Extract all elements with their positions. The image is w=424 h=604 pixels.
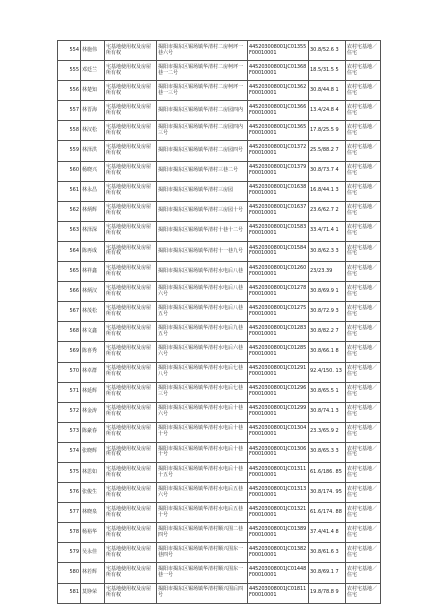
table-row	[58, 322, 381, 342]
land-use: 农村宅基地／住宅	[346, 503, 381, 523]
owner-name: 林祥鑫	[81, 262, 105, 282]
record-number: 556	[58, 81, 81, 101]
right-type: 宅基地使用权及房屋所有权	[105, 101, 157, 121]
area-value: 30.8/174. 95	[309, 483, 346, 503]
area-value: 30.8/74.1 3	[309, 402, 346, 422]
property-location: 揭阳市揭东区锡场镇华清村水电后十巷六号	[157, 402, 248, 422]
table-row	[58, 422, 381, 442]
area-value: 16.8/44.1 3	[309, 181, 346, 201]
register-table	[57, 40, 381, 604]
record-number: 569	[58, 342, 81, 362]
owner-name: 陈再成	[81, 241, 105, 261]
unit-code: 445203008001JC01291F00010001	[248, 362, 309, 382]
land-use: 农村宅基地／住宅	[346, 101, 381, 121]
area-value: 30.8/65.3 3	[309, 442, 346, 462]
area-value: 30.8/52.6 3	[309, 41, 346, 61]
land-use: 农村宅基地／住宅	[346, 161, 381, 181]
right-type: 宅基地使用权及房屋所有权	[105, 282, 157, 302]
right-type: 宅基地使用权及房屋所有权	[105, 181, 157, 201]
property-location: 揭阳市揭东区锡场镇华清村水电后七巷八号	[157, 362, 248, 382]
unit-code: 445203008001JC01355F00010001	[248, 41, 309, 61]
table-row	[58, 101, 381, 121]
right-type: 宅基地使用权及房屋所有权	[105, 523, 157, 543]
area-value: 92.4/150. 13	[309, 362, 346, 382]
land-use: 农村宅基地／住宅	[346, 462, 381, 482]
property-location: 揭阳市揭东区锡场镇华清村三房园十号	[157, 201, 248, 221]
owner-name: 林延辉	[81, 382, 105, 402]
record-number: 567	[58, 302, 81, 322]
owner-name: 林茂松	[81, 302, 105, 322]
owner-name: 林楚知	[81, 81, 105, 101]
table-row	[58, 161, 381, 181]
record-number: 568	[58, 322, 81, 342]
record-number: 559	[58, 141, 81, 161]
right-type: 宅基地使用权及房屋所有权	[105, 402, 157, 422]
area-value: 33.4/71.4 1	[309, 221, 346, 241]
right-type: 宅基地使用权及房屋所有权	[105, 41, 157, 61]
owner-name: 杨裕华	[81, 523, 105, 543]
table-row	[58, 121, 381, 141]
unit-code: 445203008001JC01584F00010001	[248, 241, 309, 261]
owner-name: 陈豪春	[81, 422, 105, 442]
table-row	[58, 302, 381, 322]
property-location: 揭阳市揭东区锡场镇华清村二房柯坪一巷一二号	[157, 61, 248, 81]
table-row	[58, 382, 381, 402]
land-use: 农村宅基地／住宅	[346, 61, 381, 81]
right-type: 宅基地使用权及房屋所有权	[105, 201, 157, 221]
record-number: 572	[58, 402, 81, 422]
right-type: 宅基地使用权及房屋所有权	[105, 241, 157, 261]
right-type: 宅基地使用权及房屋所有权	[105, 61, 157, 81]
record-number: 581	[58, 583, 81, 603]
unit-code: 445203008001JC01448F00010001	[248, 563, 309, 583]
land-use: 农村宅基地／住宅	[346, 483, 381, 503]
unit-code: 445203008001JC01368F00010001	[248, 61, 309, 81]
table-row	[58, 402, 381, 422]
right-type: 宅基地使用权及房屋所有权	[105, 362, 157, 382]
unit-code: 445203008001JC01389F00010001	[248, 523, 309, 543]
unit-code: 445203008001JC01379F00010001	[248, 161, 309, 181]
property-location: 揭阳市揭东区锡场镇华清村水电后八巷六号	[157, 282, 248, 302]
unit-code: 445203008001JC01638F00010001	[248, 181, 309, 201]
table-row	[58, 41, 381, 61]
record-number: 575	[58, 462, 81, 482]
right-type: 宅基地使用权及房屋所有权	[105, 161, 157, 181]
area-value: 30.8/62.3 3	[309, 241, 346, 261]
land-use: 农村宅基地／住宅	[346, 322, 381, 342]
record-number: 576	[58, 483, 81, 503]
area-value: 19.8/78.8 9	[309, 583, 346, 603]
area-value: 30.8/69.9 1	[309, 282, 346, 302]
property-location: 揭阳市揭东区锡场镇华清村水电后五巷六号	[157, 483, 248, 503]
owner-name: 林永昌	[81, 181, 105, 201]
record-number: 578	[58, 523, 81, 543]
owner-name: 林卓群	[81, 362, 105, 382]
right-type: 宅基地使用权及房屋所有权	[105, 483, 157, 503]
right-type: 宅基地使用权及房屋所有权	[105, 342, 157, 362]
property-location: 揭阳市揭东区锡场镇华清村顺兴围后四号	[157, 583, 248, 603]
record-number: 571	[58, 382, 81, 402]
right-type: 宅基地使用权及房屋所有权	[105, 121, 157, 141]
unit-code: 445203008001JC01372F00010001	[248, 141, 309, 161]
table-row	[58, 181, 381, 201]
right-type: 宅基地使用权及房屋所有权	[105, 322, 157, 342]
right-type: 宅基地使用权及房屋所有权	[105, 462, 157, 482]
area-value: 30.8/65.5 1	[309, 382, 346, 402]
owner-name: 林炳辉	[81, 201, 105, 221]
table-row	[58, 583, 381, 603]
area-value: 30.8/72.9 3	[309, 302, 346, 322]
property-location: 揭阳市揭东区锡场镇华清村二房园四内三号	[157, 121, 248, 141]
land-use: 农村宅基地／住宅	[346, 362, 381, 382]
right-type: 宅基地使用权及房屋所有权	[105, 563, 157, 583]
owner-name: 林思如	[81, 462, 105, 482]
record-number: 558	[58, 121, 81, 141]
owner-name: 莫铮荣	[81, 583, 105, 603]
property-location: 揭阳市揭东区锡场镇华清村水电后五巷十号	[157, 503, 248, 523]
unit-code: 445203008001JC01296F00010001	[248, 382, 309, 402]
land-use: 农村宅基地／住宅	[346, 543, 381, 563]
record-number: 574	[58, 442, 81, 462]
right-type: 宅基地使用权及房屋所有权	[105, 141, 157, 161]
area-value: 30.8/61.6 3	[309, 543, 346, 563]
unit-code: 445203008001JC01362F00010001	[248, 81, 309, 101]
unit-code: 445203008001JC01278F00010001	[248, 282, 309, 302]
property-location: 揭阳市揭东区锡场镇华清村水电后八巷	[157, 262, 248, 282]
land-use: 农村宅基地／住宅	[346, 523, 381, 543]
owner-name: 林晋海	[81, 101, 105, 121]
right-type: 宅基地使用权及房屋所有权	[105, 442, 157, 462]
land-use: 农村宅基地／住宅	[346, 583, 381, 603]
property-location: 揭阳市揭东区锡场镇华清村水电后八巷五号	[157, 302, 248, 322]
table-row	[58, 262, 381, 282]
land-use: 农村宅基地／住宅	[346, 181, 381, 201]
land-use: 农村宅基地／住宅	[346, 41, 381, 61]
land-use: 农村宅基地／住宅	[346, 302, 381, 322]
property-location: 揭阳市揭东区锡场镇华清村水电后七巷三号	[157, 382, 248, 402]
land-use: 农村宅基地／住宅	[346, 442, 381, 462]
area-value: 30.8/66.1 8	[309, 342, 346, 362]
land-use: 农村宅基地／住宅	[346, 422, 381, 442]
table-row	[58, 563, 381, 583]
record-number: 564	[58, 241, 81, 261]
owner-name: 邓廷兰	[81, 61, 105, 81]
property-location: 揭阳市揭东区锡场镇华清村二房园四号	[157, 141, 248, 161]
record-number: 579	[58, 543, 81, 563]
unit-code: 445203008001JC01285F00010001	[248, 342, 309, 362]
area-value: 61.6/174. 88	[309, 503, 346, 523]
unit-code: 445203008001JC01637F00010001	[248, 201, 309, 221]
property-location: 揭阳市揭东区锡场镇华清村二房园四内	[157, 101, 248, 121]
right-type: 宅基地使用权及房屋所有权	[105, 302, 157, 322]
land-use: 农村宅基地／住宅	[346, 121, 381, 141]
owner-name: 林晓泉	[81, 503, 105, 523]
area-value: 17.8/25.5 9	[309, 121, 346, 141]
table-row	[58, 503, 381, 523]
register-body	[58, 41, 381, 604]
area-value: 61.6/186. 85	[309, 462, 346, 482]
area-value: 23/23.39	[309, 262, 346, 282]
record-number: 555	[58, 61, 81, 81]
owner-name: 林金涛	[81, 402, 105, 422]
table-row	[58, 221, 381, 241]
property-location: 揭阳市揭东区锡场镇华清村水电后十巷十号	[157, 422, 248, 442]
table-row	[58, 523, 381, 543]
unit-code: 445203008001JC01299F00010001	[248, 402, 309, 422]
table-row	[58, 543, 381, 563]
table-row	[58, 362, 381, 382]
owner-name: 林泽深	[81, 221, 105, 241]
area-value: 13.4/24.8 4	[309, 101, 346, 121]
property-location: 揭阳市揭东区锡场镇华清村三房园	[157, 181, 248, 201]
owner-name: 林泽洪	[81, 141, 105, 161]
table-row	[58, 462, 381, 482]
land-use: 农村宅基地／住宅	[346, 342, 381, 362]
owner-name: 吴永佳	[81, 543, 105, 563]
property-location: 揭阳市揭东区锡场镇华清村三巷二号	[157, 161, 248, 181]
owner-name: 陈喜秀	[81, 342, 105, 362]
table-row	[58, 201, 381, 221]
unit-code: 445203008001JC01366F00010001	[248, 101, 309, 121]
record-number: 557	[58, 101, 81, 121]
table-row	[58, 61, 381, 81]
land-use: 农村宅基地／住宅	[346, 382, 381, 402]
land-use: 农村宅基地／住宅	[346, 81, 381, 101]
area-value: 37.4/41.4 8	[309, 523, 346, 543]
owner-name: 林施伟	[81, 41, 105, 61]
unit-code: 445203008001JC01382F00010001	[248, 543, 309, 563]
area-value: 18.5/31.5 5	[309, 61, 346, 81]
right-type: 宅基地使用权及房屋所有权	[105, 543, 157, 563]
area-value: 30.8/44.8 1	[309, 81, 346, 101]
table-row	[58, 483, 381, 503]
owner-name: 张俊生	[81, 483, 105, 503]
record-number: 563	[58, 221, 81, 241]
table-row	[58, 141, 381, 161]
unit-code: 445203008001JC01260F00010001	[248, 262, 309, 282]
unit-code: 445203008001JC01811F00010001	[248, 583, 309, 603]
property-location: 揭阳市揭东区锡场镇华清村水电后六巷六号	[157, 342, 248, 362]
property-location: 揭阳市揭东区锡场镇华清村二房柯坪一巷一三号	[157, 81, 248, 101]
unit-code: 445203008001JC01311F00010001	[248, 462, 309, 482]
unit-code: 445203008001JC01321F00010001	[248, 503, 309, 523]
area-value: 30.8/82.2 7	[309, 322, 346, 342]
right-type: 宅基地使用权及房屋所有权	[105, 382, 157, 402]
property-location: 揭阳市揭东区锡场镇华清村水电后十巷十五号	[157, 462, 248, 482]
unit-code: 445203008001JC01313F00010001	[248, 483, 309, 503]
owner-name: 张晓辉	[81, 442, 105, 462]
right-type: 宅基地使用权及房屋所有权	[105, 583, 157, 603]
property-location: 揭阳市揭东区锡场镇华清村顺兴围东一巷四号	[157, 543, 248, 563]
property-location: 揭阳市揭东区锡场镇华清村顺兴围二巷四号	[157, 523, 248, 543]
area-value: 30.8/73.7 4	[309, 161, 346, 181]
table-row	[58, 282, 381, 302]
unit-code: 445203008001JC01306F00010001	[248, 442, 309, 462]
unit-code: 445203008001JC01283F00010001	[248, 322, 309, 342]
area-value: 23.6/62.7 2	[309, 201, 346, 221]
unit-code: 445203008001JC01365F00010001	[248, 121, 309, 141]
right-type: 宅基地使用权及房屋所有权	[105, 422, 157, 442]
land-use: 农村宅基地／住宅	[346, 262, 381, 282]
land-use: 农村宅基地／住宅	[346, 402, 381, 422]
owner-name: 林炳汉	[81, 282, 105, 302]
record-number: 570	[58, 362, 81, 382]
property-location: 揭阳市揭东区锡场镇华清村二房柯坪一巷六号	[157, 41, 248, 61]
property-location: 揭阳市揭东区锡场镇华清村十巷十二号	[157, 221, 248, 241]
area-value: 23.3/65.9 2	[309, 422, 346, 442]
property-location: 揭阳市揭东区锡场镇华清村十一巷九号	[157, 241, 248, 261]
owner-name: 林文鑫	[81, 322, 105, 342]
land-use: 农村宅基地／住宅	[346, 241, 381, 261]
record-number: 566	[58, 282, 81, 302]
land-use: 农村宅基地／住宅	[346, 563, 381, 583]
area-value: 25.5/88.2 7	[309, 141, 346, 161]
record-number: 561	[58, 181, 81, 201]
unit-code: 445203008001JC01583F00010001	[248, 221, 309, 241]
owner-name: 杨晓兴	[81, 161, 105, 181]
area-value: 30.8/69.1 7	[309, 563, 346, 583]
table-row	[58, 81, 381, 101]
record-number: 562	[58, 201, 81, 221]
property-location: 揭阳市揭东区锡场镇华清村水电后十巷十号	[157, 442, 248, 462]
unit-code: 445203008001JC01304F00010001	[248, 422, 309, 442]
right-type: 宅基地使用权及房屋所有权	[105, 262, 157, 282]
owner-name: 林若辉	[81, 563, 105, 583]
property-location: 揭阳市揭东区锡场镇华清村水电后九巷五号	[157, 322, 248, 342]
right-type: 宅基地使用权及房屋所有权	[105, 221, 157, 241]
unit-code: 445203008001JC01275F00010001	[248, 302, 309, 322]
land-use: 农村宅基地／住宅	[346, 221, 381, 241]
property-location: 揭阳市揭东区锡场镇华清村顺兴围东一巷一号	[157, 563, 248, 583]
record-number: 565	[58, 262, 81, 282]
record-number: 577	[58, 503, 81, 523]
table-row	[58, 241, 381, 261]
record-number: 560	[58, 161, 81, 181]
record-number: 573	[58, 422, 81, 442]
record-number: 580	[58, 563, 81, 583]
record-number: 554	[58, 41, 81, 61]
land-use: 农村宅基地／住宅	[346, 201, 381, 221]
table-row	[58, 342, 381, 362]
owner-name: 林汉松	[81, 121, 105, 141]
right-type: 宅基地使用权及房屋所有权	[105, 81, 157, 101]
table-row	[58, 442, 381, 462]
land-use: 农村宅基地／住宅	[346, 141, 381, 161]
land-use: 农村宅基地／住宅	[346, 282, 381, 302]
right-type: 宅基地使用权及房屋所有权	[105, 503, 157, 523]
